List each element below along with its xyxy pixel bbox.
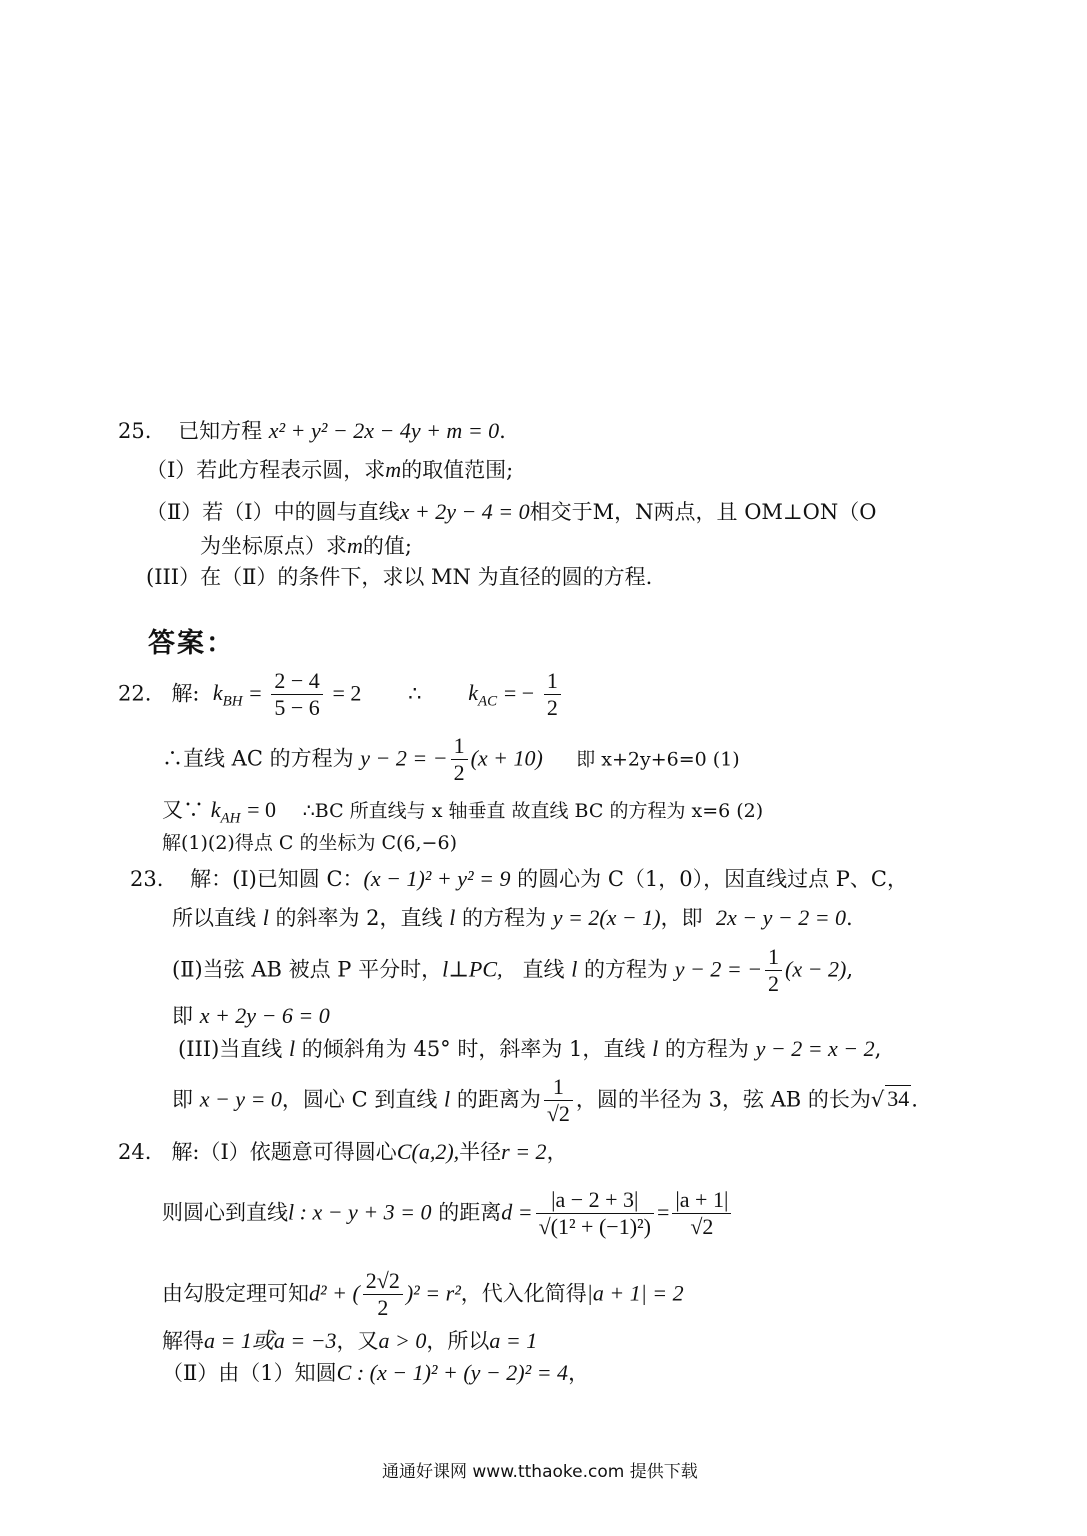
a24-line2-frac1-num: |a − 2 + 3| bbox=[536, 1187, 654, 1214]
a22-line2-frac-den: 2 bbox=[453, 760, 465, 786]
a23-line5-b: 的倾斜角为 45° 时，斜率为 1，直线 bbox=[301, 1037, 646, 1061]
a23-l-4: l bbox=[288, 1036, 296, 1061]
a23-line6-sqrt: 34 bbox=[887, 1086, 910, 1112]
a24-line4-eq: a = 1或a = −3 bbox=[204, 1328, 337, 1353]
a24-line3-a: 由勾股定理可知 bbox=[162, 1281, 309, 1306]
a24-line2-a: 则圆心到直线 bbox=[162, 1200, 288, 1225]
a22-jie: 解: bbox=[171, 681, 200, 706]
q25-p1-var: m bbox=[385, 457, 402, 482]
a24-line3-frac-num: 2√2 bbox=[363, 1268, 403, 1295]
a24-line2-eq: l : x − y + 3 = 0 bbox=[288, 1199, 432, 1225]
a23-line5-a: (III)当直线 bbox=[178, 1037, 283, 1061]
page-footer: 通通好课网 www.tthaoke.com 提供下载 bbox=[382, 1462, 698, 1482]
q25-p2-label: （Ⅱ）若（Ⅰ）中的圆与直线 bbox=[146, 500, 400, 524]
q25-part2 bbox=[146, 499, 876, 524]
q25-p1-label: （Ⅰ）若此方程表示圆，求 bbox=[146, 458, 386, 482]
a23-l-2: l bbox=[449, 905, 456, 930]
a24-line1-eq: C(a,2), bbox=[396, 1139, 460, 1164]
q25-p2-cont: 为坐标原点）求 bbox=[200, 534, 347, 558]
answers-heading: 答案： bbox=[148, 628, 235, 659]
q25-lead: 已知方程 bbox=[178, 419, 263, 443]
a23-line5-end: , bbox=[874, 1037, 882, 1061]
a23-number: 23. bbox=[130, 867, 164, 891]
a24-line2-frac2 bbox=[672, 1187, 731, 1241]
a23-line3-a: (Ⅱ)当弦 AB 被点 P 平分时， bbox=[172, 957, 443, 982]
a23-line2-d: ，即 bbox=[660, 906, 703, 930]
a22-line2-eq-b: (x + 10) bbox=[470, 745, 543, 771]
a22-line4-text: 解(1)(2)得点 C 的坐标为 C(6,−6) bbox=[162, 832, 457, 854]
a24-line3 bbox=[162, 1268, 684, 1322]
a23-line3-eq-b: (x − 2) bbox=[785, 956, 847, 982]
a24-line5-end: ， bbox=[568, 1361, 590, 1385]
a23-line4-eq: x + 2y − 6 = 0 bbox=[199, 1003, 330, 1028]
a23-line2-a: 所以直线 bbox=[172, 906, 256, 930]
q25-part2-cont bbox=[200, 533, 412, 558]
a24-line2 bbox=[162, 1187, 734, 1241]
a22-k-bh: k bbox=[212, 680, 223, 706]
a22-number: 22. bbox=[118, 681, 152, 706]
a22-line2-frac-num: 1 bbox=[451, 733, 468, 760]
a24-line1-end: ， bbox=[546, 1140, 568, 1164]
a24-line3-frac-den: 2 bbox=[377, 1295, 389, 1321]
a23-line3-c: 的方程为 bbox=[584, 957, 669, 982]
a22-therefore: ∴ bbox=[408, 681, 422, 706]
a24-line3-eq2: |a + 1| = 2 bbox=[586, 1280, 684, 1306]
a23-line3-frac bbox=[765, 944, 782, 998]
q25-p2-var: m bbox=[347, 533, 363, 558]
a23-line4 bbox=[172, 1003, 330, 1028]
a23-line1 bbox=[130, 866, 908, 891]
a23-l-5: l bbox=[652, 1036, 659, 1061]
a22-frac1 bbox=[271, 668, 322, 722]
a22-line3-lead: 又∵ bbox=[162, 798, 204, 822]
a23-line2-end: . bbox=[846, 906, 853, 930]
a24-line5-eq: C : (x − 1)² + (y − 2)² = 4 bbox=[336, 1360, 569, 1385]
a23-line6: 即 x − y = 0，圆心 C 到直线 l 的距离为 $\frac{1}{√2}$ ，圆的半径为 3，弦 AB 的长为√ 34. bbox=[172, 1074, 918, 1127]
a24-line3-eq-b: )² = r² bbox=[405, 1280, 461, 1306]
a24-line2-eq-mid: = bbox=[656, 1199, 670, 1225]
a23-line2 bbox=[172, 905, 853, 930]
a22-k-bh-sub: BH bbox=[222, 693, 243, 710]
a22-line2-lead: ∴直线 AC 的方程为 bbox=[162, 746, 354, 771]
a22-line2 bbox=[162, 733, 740, 787]
q25-p2-rest: 相交于M，N两点，且 OM⊥ON（O bbox=[529, 500, 877, 524]
q25-p3: (III）在（Ⅱ）的条件下，求以 MN 为直径的圆的方程. bbox=[146, 565, 653, 589]
a23-line3-b: 直线 bbox=[522, 957, 565, 982]
a24-line1 bbox=[118, 1139, 568, 1164]
a22-k-ah-val: = 0 bbox=[247, 797, 276, 822]
a24-line5 bbox=[162, 1360, 589, 1385]
a24-line2-d: d = bbox=[501, 1199, 533, 1225]
a23-line6-end: . bbox=[911, 1087, 918, 1112]
a23-line6-frac-den: √2 bbox=[546, 1101, 570, 1127]
a24-line2-b: 的距离 bbox=[438, 1200, 502, 1225]
a22-eq-2: = 2 bbox=[332, 680, 362, 706]
a22-frac1-den: 5 − 6 bbox=[274, 695, 320, 721]
a23-line6-frac bbox=[544, 1074, 573, 1128]
a22-eq: = bbox=[249, 680, 262, 706]
a24-line3-eq-a: d² + ( bbox=[309, 1280, 360, 1306]
a23-line3-perp: l⊥PC, bbox=[442, 956, 503, 982]
q25-p2-line: x + 2y − 4 = 0 bbox=[399, 499, 530, 524]
a23-line3-frac-num: 1 bbox=[765, 944, 782, 971]
a23-l-1: l bbox=[262, 905, 269, 930]
a23-l-6: l bbox=[444, 1086, 451, 1112]
a24-line4-eq2: a > 0 bbox=[378, 1328, 427, 1353]
a23-line1-a: 解：(Ⅰ)已知圆 C： bbox=[190, 867, 364, 891]
a23-line5 bbox=[178, 1036, 881, 1061]
a23-line6-eq: x − y = 0 bbox=[199, 1086, 282, 1112]
q25-p2-cont-rest: 的值; bbox=[362, 534, 412, 558]
a23-line3-eq-a: y − 2 = − bbox=[674, 956, 763, 982]
a23-l-3: l bbox=[571, 956, 578, 982]
q25-equation: x² + y² − 2x − 4y + m = 0 bbox=[268, 418, 500, 443]
q25-p1-rest: 的取值范围; bbox=[401, 458, 514, 482]
a22-line3-tail: ∴BC 所直线与 x 轴垂直 故直线 BC 的方程为 x=6 (2) bbox=[302, 800, 764, 822]
a22-k-ah-sub: AH bbox=[220, 810, 241, 827]
q25-part3 bbox=[146, 565, 652, 589]
a22-frac2-den: 2 bbox=[546, 695, 558, 721]
a23-line6-frac-num: 1 bbox=[544, 1074, 573, 1101]
a23-line6-d: ，圆的半径为 3，弦 AB 的长为 bbox=[575, 1087, 871, 1112]
a22-line2-eq-a: y − 2 = − bbox=[360, 745, 448, 771]
q25-number: 25. bbox=[118, 419, 152, 443]
a23-line3-frac-den: 2 bbox=[768, 971, 780, 997]
a24-line5-a: （Ⅱ）由（1）知圆 bbox=[162, 1361, 337, 1385]
a22-k-ac-sub: AC bbox=[478, 693, 498, 710]
a24-line2-frac2-num: |a + 1| bbox=[672, 1187, 731, 1214]
a24-line2-frac2-den: √2 bbox=[690, 1214, 714, 1240]
a22-frac1-num: 2 − 4 bbox=[271, 668, 322, 695]
a24-line1-eq2: r = 2 bbox=[501, 1139, 547, 1164]
a22-k-ah: k bbox=[210, 797, 221, 822]
a24-line2-frac1 bbox=[536, 1187, 654, 1241]
a23-line3-end: , bbox=[846, 957, 853, 982]
a23-line5-eq: y − 2 = x − 2 bbox=[755, 1036, 875, 1061]
a24-line1-a: 解:（Ⅰ）依题意可得圆心 bbox=[171, 1140, 397, 1164]
a24-line1-b: 半径 bbox=[459, 1140, 502, 1164]
a23-line6-c: 的距离为 bbox=[456, 1087, 541, 1112]
a24-line4-a: 解得 bbox=[162, 1329, 204, 1353]
a24-line4 bbox=[162, 1328, 537, 1353]
a23-line3 bbox=[172, 944, 853, 998]
a22-line1 bbox=[118, 668, 564, 722]
a24-line4-eq3: a = 1 bbox=[489, 1328, 538, 1353]
a23-line2-eq: y = 2(x − 1) bbox=[552, 905, 661, 930]
a23-line1-b: 的圆心为 C（1，0），因直线过点 P、C， bbox=[517, 867, 908, 891]
a24-line3-frac bbox=[363, 1268, 403, 1322]
q25-part1 bbox=[146, 457, 513, 482]
a24-line3-b: ，代入化简得 bbox=[460, 1281, 587, 1306]
a22-line3 bbox=[162, 797, 764, 827]
a23-line4-a: 即 bbox=[172, 1004, 193, 1028]
a24-line4-b: ，又 bbox=[336, 1329, 379, 1353]
a24-line4-c: ，所以 bbox=[426, 1329, 490, 1353]
a23-line2-eq2: 2x − y − 2 = 0 bbox=[715, 905, 847, 930]
a22-frac2-num: 1 bbox=[544, 668, 561, 695]
a22-k-ac: k bbox=[468, 680, 479, 706]
a23-line1-eq: (x − 1)² + y² = 9 bbox=[363, 866, 511, 891]
q25-line1 bbox=[118, 418, 506, 443]
a24-number: 24. bbox=[118, 1140, 152, 1164]
a23-line2-c: 的方程为 bbox=[462, 906, 547, 930]
a22-line2-frac bbox=[451, 733, 468, 787]
a22-frac2 bbox=[544, 668, 561, 722]
a23-line5-c: 的方程为 bbox=[664, 1037, 749, 1061]
a22-line2-tail: 即 x+2y+6=0 (1) bbox=[576, 748, 740, 771]
a23-line6-b: ，圆心 C 到直线 bbox=[281, 1087, 438, 1112]
a22-eq-neg: = − bbox=[503, 680, 535, 706]
a24-line2-frac1-den: √(1² + (−1)²) bbox=[538, 1214, 651, 1240]
q25-end: . bbox=[499, 419, 506, 443]
a22-line4 bbox=[162, 830, 457, 855]
a23-line6-a: 即 bbox=[172, 1087, 193, 1112]
a23-line2-b: 的斜率为 2，直线 bbox=[275, 906, 443, 930]
